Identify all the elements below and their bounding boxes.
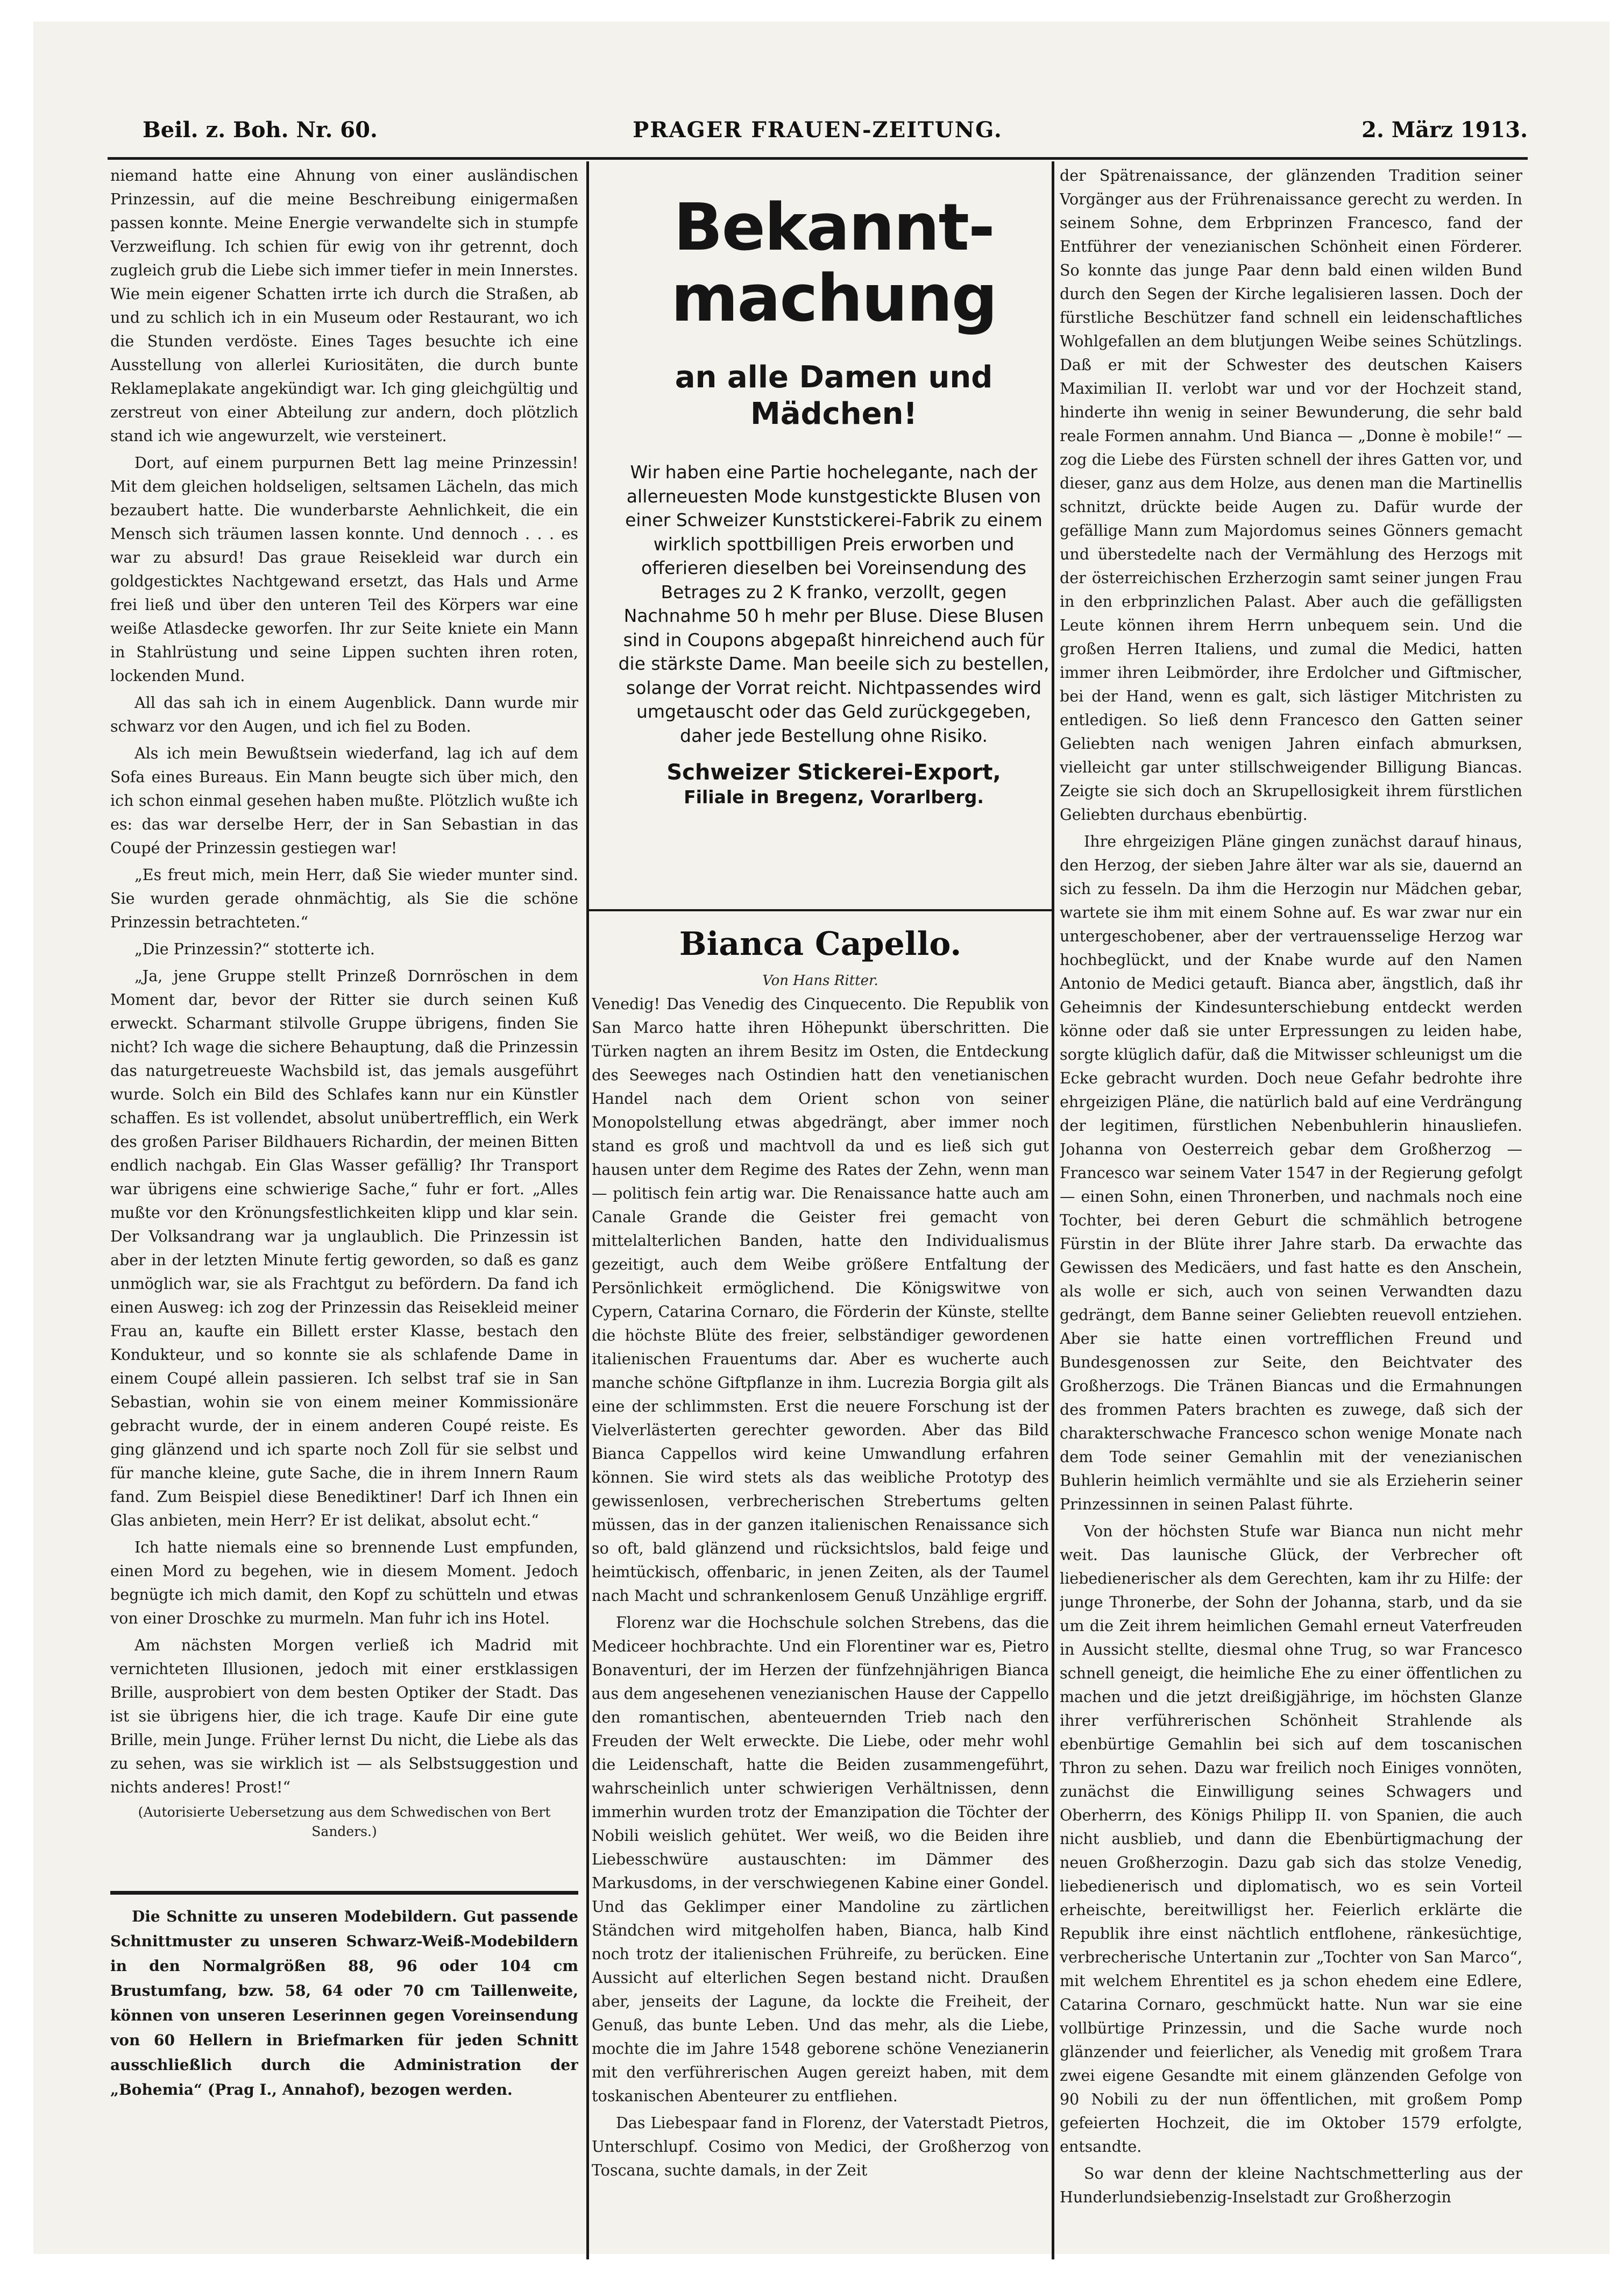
column-divider-left (586, 161, 589, 2259)
translator-note: (Autorisierte Uebersetzung aus dem Schwedischen von Bert Sanders.) (138, 1804, 551, 1839)
story-paragraph: Ich hatte niemals eine so brennende Lust empfunden, einen Mord zu begehen, wie in diesem Moment. Jedoch begnügte ich mich damit, den Kopf zu schütteln und etwas von einer Droschke zu murmeln. Man fuhr ich ins Hotel. (110, 1539, 578, 1627)
article-paragraph: Das Liebespaar fand in Florenz, der Vaterstadt Pietros, Unterschlupf. Cosimo von Medici, der Großherzog von Toscana, suchte damals, in der Zeit (592, 2114, 1049, 2179)
article-paragraph: So war denn der kleine Nachtschmetterling aus der Hunderlundsiebenzig-Inselstadt zur Großherzogin (1060, 2165, 1522, 2206)
page-header (108, 117, 1528, 150)
ad-body: Wir haben eine Partie hochelegante, nach der allerneuesten Mode kunstgestickte Blusen von einer Schweizer Kunststickerei-Fabrik zu einem wirklich spottbilligen Preis erworben und offerieren dieselben bei Voreinsendung des Betrages zu 2 K franko, verzollt, gegen Nachnahme 50 h mehr per Bluse. Diese Blusen sind in Coupons abgepaßt hinreichend auch für die stärkste Dame. Man beeile sich zu bestellen, solange der Vorrat reicht. Nichtpassendes wird umgetauscht oder das Geld zurückgegeben, daher jede Bestellung ohne Risiko. (618, 462, 1049, 746)
article-paragraph: Florenz war die Hochschule solchen Strebens, das die Mediceer hochbrachte. Und ein Florentiner war es, Pietro Bonaventuri, der im Herzen der fünfzehnjährigen Bianca aus dem angesehenen venezianischen Hause der Cappello den romantischen, abenteuernden Trieb nach den Freuden der Welt erweckte. Die Liebe, oder mehr wohl die Leidenschaft, hatte die Beiden zusammengeführt, wahrscheinlich unter schwierigen Verhältnissen, denn immerhin wurden trotz der Emanzipation die Töchter der Nobili weislich gehütet. Wer weiß, wo die Beiden ihre Liebesschwüre austauschten: im Dämmer des Markusdoms, in der verschwiegenen Kabine einer Gondel. Und das Geklimper einer Mandoline zu zärtlichen Ständchen wird mitgeholfen haben, Bianca, halb Kind noch trotz der italienischen Frühreife, zu berücken. Eine Aussicht auf elterlichen Segen bestand nicht. Draußen aber, jenseits der Lagune, da lockte die Freiheit, der Genuß, das bunte Leben. Und das mehr, als die Liebe, mochte die im Jahre 1548 geborene schöne Venezianerin mit den verführerischen Augen gereizt haben, mit dem toskanischen Abenteurer zu entfliehen. (592, 1614, 1049, 2105)
notice-text: Die Schnitte zu unseren Modebildern. Gut passende Schnittmuster zu unseren Schwarz-Weiß-Modebildern in den Normalgrößen 88, 96 oder 104 cm Brustumfang, bzw. 58, 64 oder 70 cm Taillenweite, können von unseren Leserinnen gegen Voreinsendung von 60 Hellern in Briefmarken für jeden Schnitt ausschließlich durch die Administration der „Bohemia“ (Prag I., Annahof), bezogen werden. (110, 1908, 578, 2099)
column-middle-article (592, 993, 1049, 2251)
story-paragraph: „Die Prinzessin?“ stotterte ich. (134, 940, 375, 958)
header-issue: Beil. z. Boh. Nr. 60. (143, 117, 378, 143)
ad-bottom-rule (589, 909, 1052, 911)
column-divider-right (1052, 161, 1054, 2259)
article-paragraph: Venedig! Das Venedig des Cinquecento. Die Republik von San Marco hatte ihren Höhepunkt überschritten. Die Türken nagten an ihrem Besitz im Osten, die Entdeckung des Seeweges nach Ostindien hatt den venetianischen Handel nach dem Orient schon von seiner Monopolstellung etwas abgedrängt, aber immer noch stand es groß und machtvoll da und es ließ sich gut hausen unter dem Regime des Rates der Zehn, wenn man — politisch fein artig war. Die Renaissance hatte auch am Canale Grande die Geister frei gemacht von mittelalterlichen Banden, hatte den Individualismus gezeitigt, auch dem Weibe größere Entfaltung der Persönlichkeit ermöglichend. Die Königswitwe von Cypern, Catarina Cornaro, die Förderin der Künste, stellte die höchste Blüte des freier, selbständiger gewordenen italienischen Frauentums dar. Aber es wucherte auch manche schöne Giftpflanze in ihm. Lucrezia Borgia gilt als eine der schlimmsten. Erst die neuere Forschung ist der Vielverlästerten gerechter geworden. Aber das Bild Bianca Cappellos wird keine Umwandlung erfahren können. Sie wird stets als das weibliche Prototyp des gewissenlosen, verbrecherischen Strebertums gelten müssen, das in der ganzen italienischen Renaissance sich so oft, bald glänzend und rücksichtslos, bald feige und heimtückisch, offenbaric, in jenen Zeiten, als der Taumel nach Macht und schrankenlosem Genuß Unzählige ergriff. (592, 995, 1049, 1605)
pattern-notice (110, 1904, 578, 2109)
story-paragraph: niemand hatte eine Ahnung von einer ausländischen Prinzessin, auf die meine Beschreibung einigermaßen passen konnte. Meine Energie verwandelte sich in stumpfe Verzweiflung. Ich schien für ewig von ihr getrennt, doch zugleich grub die Liebe sich immer tiefer in mein Innerstes. Wie mein eigener Schatten irrte ich durch die Straßen, ab und zu schlich ich in ein Museum oder Restaurant, wo ich die Stunden verdöste. Eines Tages besuchte ich eine Ausstellung von allerlei Kuriositäten, die durch bunte Reklameplakate angekündigt war. Ich ging gleichgültig und zerstreut von einer Abteilung zur andern, doch plötzlich stand ich wie angewurzelt, wie versteinert. (110, 167, 578, 445)
header-title: PRAGER FRAUEN-ZEITUNG. (633, 117, 1003, 143)
ad-company-branch: Filiale in Bregenz, Vorarlberg. (684, 786, 984, 807)
column-right-article (1060, 164, 1522, 2251)
column-left-story (110, 164, 578, 1886)
advertisement (616, 190, 1052, 903)
story-paragraph: All das sah ich in einem Augenblick. Dann wurde mir schwarz vor den Augen, und ich fiel zu Boden. (110, 694, 578, 735)
ad-headline: Bekannt-machung (671, 190, 997, 336)
ad-subheadline: an alle Damen und Mädchen! (675, 360, 993, 431)
article-paragraph: der Spätrenaissance, der glänzenden Tradition seiner Vorgänger aus der Frührenaissance gerecht zu werden. In seinem Sohne, dem Erbprinzen Francesco, fand der Entführer der venezianischen Schönheit einen Förderer. So konnte das junge Paar denn bald einen wilden Bund durch den Segen der Kirche legalisieren lassen. Doch der fürstliche Beschützer fand schnell ein leidenschaftliches Wohlgefallen an dem blutjungen Weibe seines Schützlings. Daß er mit der Schwester des deutschen Kaisers Maximilian II. verlobt war und vor der Hochzeit stand, hinderte ihn wenig in seiner Bewunderung, die sehr bald reale Formen annahm. Und Bianca — „Donne è mobile!“ — zog die Liebe des Fürsten schnell der ihres Gatten vor, und dieser, ganz aus dem Holze, aus denen man die Martinellis schnitzt, drückte beide Augen zu. Dafür wurde der gefällige Mann zum Majordomus seines Gönners gemacht und überstedelte nach der Vermählung des Herzogs mit der österreichischen Erzherzogin samt seiner jungen Frau in den erbprinzlichen Palast. Aber auch die gefälligsten Leute können ihrem Herrn unbequem sein. Und die großen Herren Italiens, und zumal die Medici, hatten immer ihren Leibmörder, ihre Erdolcher und Giftmischer, bei der Hand, wenn es galt, sich lästiger Mitchristen zu entledigen. So ließ denn Francesco den Gatten seiner Geliebten nach wenigen Jahren einfach abmurksen, vielleicht gar unter stillschweigender Billigung Biancas. Zeigte sie sich doch an Skrupellosigkeit ihrem fürstlichen Geliebten durchaus ebenbürtig. (1060, 167, 1522, 824)
story-paragraph: Dort, auf einem purpurnen Bett lag meine Prinzessin! Mit dem gleichen holdseligen, seltsamen Lächeln, das mich bezaubert hatte. Die wunderbarste Aehnlichkeit, die ein Mensch sich träumen lassen konnte. Und dennoch . . . es war zu absurd! Das graue Reisekleid war durch ein goldgesticktes Nachtgewand ersetzt, das Hals und Arme frei ließ und über den unteren Teil des Körpers war eine weiße Atlasdecke geworfen. Ihr zur Seite kniete ein Mann in Stahlrüstung und seine Lippen suchten ihren roten, lockenden Mund. (110, 454, 578, 685)
story-paragraph: „Es freut mich, mein Herr, daß Sie wieder munter sind. Sie wurden gerade ohnmächtig, als Sie die schöne Prinzessin betrachteten.“ (110, 866, 578, 931)
story-paragraph: Am nächsten Morgen verließ ich Madrid mit vernichteten Illusionen, jedoch mit einer erstklassigen Brille, ausprobiert von dem besten Optiker der Stadt. Das ist sie übrigens hier, die ich trage. Kaufe Dir eine gute Brille, mein Junge. Früher lernst Du nicht, die Liebe als das zu sehen, was sie wirklich ist — als Selbstsuggestion und nichts anderes! Prost!“ (110, 1636, 578, 1796)
article-paragraph: Von der höchsten Stufe war Bianca nun nicht mehr weit. Das launische Glück, der Verbrecher oft liebedienerischer als dem Gerechten, kam ihr zu Hilfe: der junge Thronerbe, der Sohn der Johanna, starb, und da sie um die Zeit ihrem heimlichen Gemahl erneut Vaterfreuden in Aussicht stellte, diesmal ohne Trug, so war Francesco schnell geneigt, die heimliche Ehe zu einer öffentlichen zu machen und die jetzt dreißigjährige, im höchsten Glanze ihrer verführerischen Schönheit Strahlende als ebenbürtige Gemahlin bei sich auf dem toscanischen Thron zu sehen. Dazu war freilich noch Einiges vonnöten, zunächst die Einwilligung seines Schwagers und Oberherrn, des Königs Philipp II. von Spanien, die auch nicht ausblieb, und dann die Ebenbürtigmachung der neuen Großherzogin. Dazu gab sich das stolze Venedig, liebedienerisch und diplomatisch, wo es sein Vorteil erheischte, bereitwilligst her. Feierlich erklärte die Republik ihre einst nächtlich entflohene, ränkesüchtige, verbrecherische Untertanin zur „Tochter von San Marco“, mit welchem Ehrentitel es ja schon ehedem eine Edlere, Catarina Cornaro, geschmückt hatte. Nun war sie eine vollbürtige Prinzessin, und die Sache wurde noch glänzender und feierlicher, als Venedig mit großem Trara zwei eigene Gesandte mit einem glänzenden Gefolge von 90 Nobili zu der nun öffentlichen, mit großem Pomp gefeierten Hochzeit, die im Oktober 1579 erfolgte, entsandte. (1060, 1522, 1522, 2156)
story-paragraph: Als ich mein Bewußtsein wiederfand, lag ich auf dem Sofa eines Bureaus. Ein Mann beugte sich über mich, den ich schon einmal gesehen haben mußte. Plötzlich wußte ich es: das war derselbe Herr, der in San Sebastian in das Coupé der Prinzessin gestiegen war! (110, 745, 578, 857)
article-byline: Von Hans Ritter. (762, 973, 878, 989)
article-title: Bianca Capello. (679, 925, 962, 963)
header-rule (108, 157, 1528, 160)
notice-top-rule (110, 1891, 578, 1895)
ad-company: Schweizer Stickerei-Export, (666, 760, 1001, 785)
article-paragraph: Ihre ehrgeizigen Pläne gingen zunächst darauf hinaus, den Herzog, der sieben Jahre älter war als sie, dauernd an sich zu fesseln. Da ihm die Herzogin nur Mädchen gebar, wartete sie ihm mit einem Sohne auf. Es war zwar nur ein untergeschobener, aber der vertrauensselige Herzog war hochbeglückt, und der Knabe wurde auf den Namen Antonio de Medici getauft. Bianca aber, ängstlich, daß ihr Geheimnis der Kindesunterschiebung entdeckt werden könne oder daß sie unter Erpressungen zu leiden habe, sorgte klüglich dafür, daß die Mitwisser schleunigst um die Ecke gebracht wurden. Doch neue Gefahr bedrohte ihre ehrgeizigen Pläne, die natürlich bald auf eine Verdrängung der legitimen, fürstlichen Nebenbuhlerin hinausliefen. Johanna von Oesterreich gebar dem Großherzog — Francesco war seinem Vater 1547 in der Regierung gefolgt — einen Sohn, einen Thronerben, und nachmals noch eine Tochter, bei deren Geburt die schmählich betrogene Fürstin in der Blüte ihrer Jahre starb. Da erwachte das Gewissen des Medicäers, und fast hatte es den Anschein, als wolle er sich, auch von seinen Verwandten dazu gedrängt, dem Banne seiner Geliebten reuevoll entziehen. Aber sie hatte einen vortrefflichen Freund und Bundesgenossen zur Seite, den Beichtvater des Großherzogs. Die Tränen Biancas und die Ermahnungen des frommen Paters brachten es zuwege, daß sich der charakterschwache Francesco schon wenige Monate nach dem Tode seiner Gemahlin mit der venezianischen Buhlerin heimlich vermählte und sie als Erzieherin seiner Prinzessinnen in seinen Palast führte. (1060, 833, 1522, 1513)
header-date: 2. März 1913. (1361, 117, 1528, 143)
story-paragraph: „Ja, jene Gruppe stellt Prinzeß Dornröschen in dem Moment dar, bevor der Ritter sie durch seinen Kuß erweckt. Scharmant stilvolle Gruppe übrigens, finden Sie nicht? Ich wage die sichere Behauptung, daß die Prinzessin das naturgetreueste Wachsbild ist, das jemals ausgeführt wurde. Solch ein Bild des Schlafes kann nur ein Künstler schaffen. Es ist vollendet, absolut unübertrefflich, ein Werk des großen Pariser Bildhauers Richardin, der meinen Bitten endlich nachgab. Ein Glas Wasser gefällig? Ihr Transport war übrigens eine schwierige Sache,“ fuhr er fort. „Alles mußte vor den Krönungsfestlichkeiten klipp und klar sein. Der Volksandrang war ja unglaublich. Die Prinzessin ist aber in der letzten Minute fertig geworden, so daß es ganz unmöglich war, sie als Frachtgut zu befördern. Da fand ich einen Ausweg: ich zog der Prinzessin das Reisekleid meiner Frau an, kaufte ein Billett erster Klasse, bestach den Kondukteur, und so konnte sie als schlafende Dame in einem Coupé allein passieren. Ich selbst traf sie in San Sebastian, wohin sie von einem meiner Kommissionäre gebracht wurde, der in einem anderen Coupé reiste. Es ging glänzend und ich sparte noch Zoll für sie selbst und für manche kleine, gute Sache, die in ihrem Innern Raum fand. Zum Beispiel diese Benediktiner! Darf ich Ihnen ein Glas anbieten, mein Herr? Er ist delikat, absolut echt.“ (110, 967, 578, 1529)
